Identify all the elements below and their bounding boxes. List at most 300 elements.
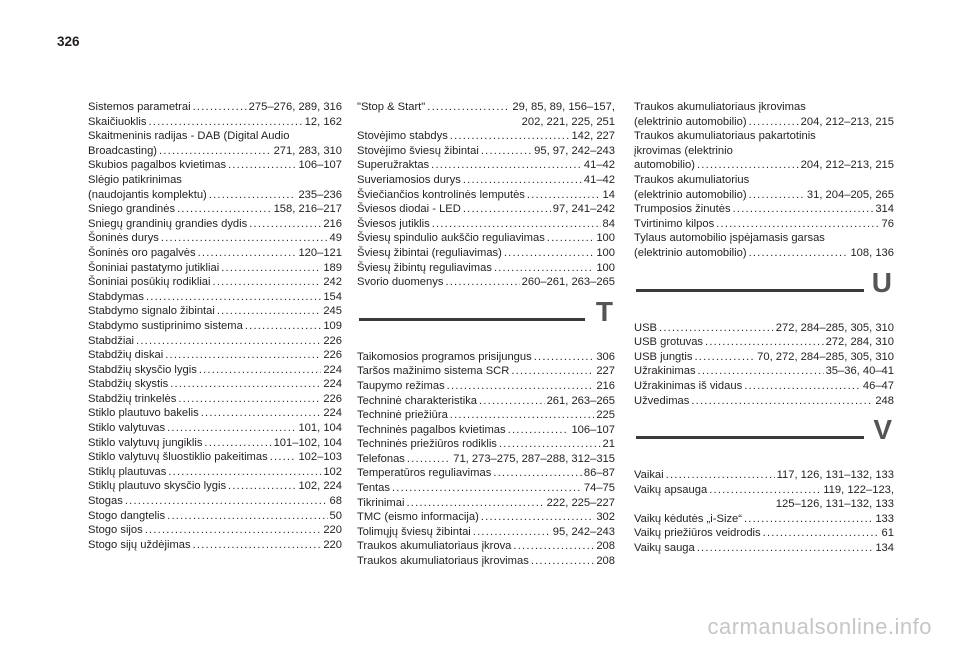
entry-term: Telefonas xyxy=(357,452,405,465)
dot-leader xyxy=(406,496,544,511)
entry-line xyxy=(634,541,894,556)
index-entry xyxy=(357,525,615,540)
entry-line xyxy=(357,496,615,511)
entry-text-line: Tylaus automobilio įspėjamasis garsas xyxy=(634,232,825,245)
dot-leader xyxy=(165,348,321,363)
index-entry xyxy=(357,217,615,232)
entry-line xyxy=(634,158,894,173)
index-list xyxy=(634,468,894,556)
index-entry xyxy=(357,173,615,188)
index-entry xyxy=(357,158,615,173)
index-entry xyxy=(634,379,894,394)
dot-leader xyxy=(199,363,322,378)
entry-pages: 271, 283, 310 xyxy=(273,144,342,157)
entry-line xyxy=(357,364,615,379)
entry-pages: 306 xyxy=(596,350,615,363)
entry-line xyxy=(357,481,615,496)
entry-pages: 46–47 xyxy=(862,379,894,392)
entry-pages: 222, 225–227 xyxy=(546,496,615,509)
entry-line xyxy=(88,246,342,261)
entry-pages: 76 xyxy=(881,217,894,230)
entry-term: Taikomosios programos prisijungus xyxy=(357,350,532,363)
entry-term: Skubios pagalbos kvietimas xyxy=(88,159,227,172)
dot-leader xyxy=(473,525,551,540)
dot-leader xyxy=(547,231,595,246)
index-entry xyxy=(357,129,615,144)
dot-leader xyxy=(228,479,296,494)
entry-term: Svorio duomenys xyxy=(357,276,444,289)
entry-pages: 102 xyxy=(323,465,342,478)
index-entry xyxy=(634,202,894,217)
section-letter: T xyxy=(595,295,613,327)
index-entry xyxy=(357,188,615,203)
index-entry xyxy=(88,377,342,392)
entry-pages: 245 xyxy=(323,305,342,318)
entry-pages: 14 xyxy=(602,188,615,201)
entry-pages: 71, 273–275, 287–288, 312–315 xyxy=(453,452,615,465)
entry-term: Užrakinimas iš vidaus xyxy=(634,379,743,392)
section-divider xyxy=(636,436,864,439)
entry-pages: 226 xyxy=(323,392,342,405)
dot-leader xyxy=(427,100,510,115)
index-entry xyxy=(88,129,342,158)
dot-leader xyxy=(125,494,328,509)
dot-leader xyxy=(145,523,322,538)
index-entry xyxy=(357,350,615,365)
entry-line xyxy=(88,261,342,276)
entry-pages: 216 xyxy=(323,217,342,230)
entry-line xyxy=(357,246,615,261)
entry-term: Stogo dangtelis xyxy=(88,509,166,522)
index-entry xyxy=(88,334,342,349)
entry-line xyxy=(357,423,615,438)
entry-text-line: Slėgio patikrinimas xyxy=(88,173,182,186)
entry-term: Stabdymo sustiprinimo sistema xyxy=(88,319,243,332)
dot-leader xyxy=(450,129,570,144)
index-entry xyxy=(634,231,894,260)
index-entry xyxy=(634,468,894,483)
dot-leader xyxy=(694,350,755,365)
entry-pages: 95, 97, 242–243 xyxy=(534,144,615,157)
index-column-1 xyxy=(88,100,342,552)
entry-term: Užvedimas xyxy=(634,394,690,407)
index-entry xyxy=(634,335,894,350)
dot-leader xyxy=(508,423,570,438)
dot-leader xyxy=(691,394,873,409)
entry-term: Šoniniai pastatymo jutikliai xyxy=(88,261,220,274)
entry-term: Stabdžių trinkelės xyxy=(88,392,177,405)
entry-line xyxy=(634,246,894,261)
entry-pages: 117, 126, 131–132, 133 xyxy=(776,469,894,482)
index-list xyxy=(357,100,615,290)
entry-line xyxy=(357,100,615,115)
entry-pages: 133 xyxy=(875,512,894,525)
entry-line xyxy=(88,494,342,509)
entry-pages: 216 xyxy=(596,379,615,392)
index-entry xyxy=(88,392,342,407)
index-entry xyxy=(357,408,615,423)
dot-leader xyxy=(666,468,775,483)
index-entry xyxy=(88,231,342,246)
section-header-v xyxy=(634,408,894,468)
entry-term: Stiklo valytuvas xyxy=(88,422,166,435)
entry-term: automobilio) xyxy=(634,159,695,172)
dot-leader xyxy=(749,188,805,203)
index-entry xyxy=(357,202,615,217)
index-entry xyxy=(357,246,615,261)
entry-term: Techninės priežiūros rodiklis xyxy=(357,438,497,451)
index-entry xyxy=(88,304,342,319)
dot-leader xyxy=(744,379,861,394)
entry-pages: 95, 242–243 xyxy=(552,525,615,538)
index-entry xyxy=(88,275,342,290)
entry-line xyxy=(88,304,342,319)
entry-term: Užrakinimas xyxy=(634,365,696,378)
dot-leader xyxy=(167,421,296,436)
index-entry xyxy=(634,364,894,379)
dot-leader xyxy=(217,304,321,319)
entry-term: (naudojantis komplektu) xyxy=(88,188,207,201)
entry-pages: 158, 216–217 xyxy=(273,203,342,216)
entry-term: Stabdžių diskai xyxy=(88,349,164,362)
entry-term: Šviesos jutiklis xyxy=(357,217,430,230)
entry-line xyxy=(357,510,615,525)
dot-leader xyxy=(270,450,297,465)
dot-leader xyxy=(177,202,271,217)
entry-term: Trumposios žinutės xyxy=(634,203,731,216)
dot-leader xyxy=(146,290,321,305)
entry-term: Tolimųjų šviesų žibintai xyxy=(357,525,471,538)
entry-pages: 50 xyxy=(329,509,342,522)
dot-leader xyxy=(392,481,582,496)
entry-pages: 208 xyxy=(596,540,615,553)
entry-pages: 41–42 xyxy=(583,173,615,186)
entry-pages: 29, 85, 89, 156–157, xyxy=(512,101,615,113)
entry-line xyxy=(88,377,342,392)
entry-term: Stiklų plautuvas xyxy=(88,465,167,478)
entry-term: Vaikų kėdutės „i-Size“ xyxy=(634,512,742,525)
index-entry xyxy=(357,539,615,554)
section-header-u xyxy=(634,261,894,321)
index-entry xyxy=(357,510,615,525)
entry-term: Traukos akumuliatoriaus įkrovimas xyxy=(357,555,529,568)
dot-leader xyxy=(733,202,874,217)
index-entry xyxy=(357,466,615,481)
dot-leader xyxy=(697,158,799,173)
section-header-t xyxy=(357,290,615,350)
dot-leader xyxy=(463,202,551,217)
entry-text-line: Traukos akumuliatorius xyxy=(634,173,750,186)
dot-leader xyxy=(716,217,879,232)
entry-term: Stiklų plautuvo skysčio lygis xyxy=(88,480,227,493)
entry-line xyxy=(88,100,342,115)
entry-term: Stogas xyxy=(88,495,123,508)
entry-pages: 70, 272, 284–285, 305, 310 xyxy=(757,350,894,363)
entry-term: Stiklo valytuvų jungiklis xyxy=(88,436,203,449)
dot-leader xyxy=(249,217,321,232)
entry-line xyxy=(634,202,894,217)
dot-leader xyxy=(504,246,594,261)
section-letter: U xyxy=(871,266,892,298)
entry-text-line: įkrovimas (elektrinio xyxy=(634,144,733,157)
entry-pages: 227 xyxy=(596,365,615,378)
dot-leader xyxy=(209,188,297,203)
entry-term: Tvirtinimo kilpos xyxy=(634,217,715,230)
entry-pages: 220 xyxy=(323,524,342,537)
dot-leader xyxy=(659,321,774,336)
entry-line xyxy=(88,275,342,290)
entry-term: Šviesos diodai - LED xyxy=(357,203,461,216)
entry-pages: 272, 284–285, 305, 310 xyxy=(775,321,894,334)
index-entry xyxy=(88,450,342,465)
entry-pages: 142, 227 xyxy=(571,130,615,143)
entry-line xyxy=(634,115,894,130)
entry-line xyxy=(88,348,342,363)
entry-line xyxy=(357,188,615,203)
entry-line xyxy=(88,436,342,451)
entry-pages: 102, 224 xyxy=(298,480,342,493)
entry-line xyxy=(357,525,615,540)
entry-term: Vaikų apsauga xyxy=(634,483,708,496)
page-number: 326 xyxy=(57,34,80,49)
entry-text-line: Traukos akumuliatoriaus įkrovimas xyxy=(634,101,806,113)
entry-pages: 100 xyxy=(596,246,615,259)
index-entry xyxy=(88,494,342,509)
entry-term: Techninės pagalbos kvietimas xyxy=(357,423,506,436)
entry-pages: 74–75 xyxy=(583,482,615,495)
entry-line xyxy=(357,158,615,173)
dot-leader xyxy=(201,406,322,421)
index-entry xyxy=(357,437,615,452)
entry-term: (elektrinio automobilio) xyxy=(634,115,747,128)
entry-line xyxy=(88,334,342,349)
entry-pages: 97, 241–242 xyxy=(552,203,615,216)
section-divider xyxy=(636,289,864,292)
entry-pages: 101, 104 xyxy=(298,422,342,435)
entry-term: Superužraktas xyxy=(357,159,430,172)
entry-pages: 49 xyxy=(329,232,342,245)
entry-term: Stogo sijos xyxy=(88,524,143,537)
entry-pages: 21 xyxy=(602,438,615,451)
dot-leader xyxy=(763,526,880,541)
entry-term: Šoninės durys xyxy=(88,232,159,245)
entry-line xyxy=(634,335,894,350)
entry-pages: 120–121 xyxy=(298,246,342,259)
entry-term: Šoniniai posūkių rodikliai xyxy=(88,276,211,289)
entry-line xyxy=(357,350,615,365)
entry-pages: 261, 263–265 xyxy=(546,394,615,407)
dot-leader xyxy=(499,437,601,452)
watermark: carmanualsonline.info xyxy=(707,614,932,639)
entry-line xyxy=(357,437,615,452)
dot-leader xyxy=(213,275,322,290)
entry-pages: 68 xyxy=(329,495,342,508)
entry-term: Temperatūros reguliavimas xyxy=(357,467,492,480)
entry-pages: 224 xyxy=(323,407,342,420)
index-entry xyxy=(634,394,894,409)
index-entry xyxy=(88,523,342,538)
index-entry xyxy=(88,363,342,378)
index-list xyxy=(357,350,615,569)
entry-pages: 31, 204–205, 265 xyxy=(806,188,894,201)
index-entry xyxy=(357,275,615,290)
index-entry xyxy=(88,261,342,276)
entry-pages: 314 xyxy=(875,203,894,216)
entry-text-line: Traukos akumuliatoriaus pakartotinis xyxy=(634,130,816,143)
index-list xyxy=(634,100,894,261)
dot-leader xyxy=(450,408,595,423)
index-entry xyxy=(634,321,894,336)
entry-term: Šoninės oro pagalvės xyxy=(88,246,196,259)
index-entry xyxy=(634,483,894,512)
index-entry xyxy=(88,421,342,436)
index-entry xyxy=(88,246,342,261)
entry-line xyxy=(357,129,615,144)
dot-leader xyxy=(148,115,302,130)
index-entry xyxy=(357,423,615,438)
entry-line xyxy=(88,202,342,217)
entry-term: Stabdymas xyxy=(88,290,144,303)
entry-pages: 35–36, 40–41 xyxy=(825,365,894,378)
entry-pages: 220 xyxy=(323,538,342,551)
entry-line xyxy=(634,394,894,409)
index-entry xyxy=(634,526,894,541)
entry-pages: 102–103 xyxy=(298,451,342,464)
entry-pages: 108, 136 xyxy=(850,246,894,259)
entry-term: Traukos akumuliatoriaus įkrova xyxy=(357,540,512,553)
entry-line xyxy=(634,526,894,541)
entry-pages: 248 xyxy=(875,394,894,407)
entry-line xyxy=(88,450,342,465)
entry-line xyxy=(88,465,342,480)
index-entry xyxy=(357,379,615,394)
entry-term: Sistemos parametrai xyxy=(88,101,191,113)
index-entry xyxy=(88,465,342,480)
dot-leader xyxy=(479,394,545,409)
dot-leader xyxy=(744,512,873,527)
index-entry xyxy=(357,496,615,511)
entry-line xyxy=(357,275,615,290)
index-entry xyxy=(88,436,342,451)
dot-leader xyxy=(198,246,297,261)
dot-leader xyxy=(698,364,824,379)
index-entry xyxy=(634,350,894,365)
entry-pages: 224 xyxy=(323,378,342,391)
entry-line xyxy=(357,173,615,188)
index-entry xyxy=(88,202,342,217)
index-entry xyxy=(88,217,342,232)
entry-term: Vaikų sauga xyxy=(634,542,695,555)
dot-leader xyxy=(167,509,327,524)
dot-leader xyxy=(159,144,272,159)
entry-pages: 154 xyxy=(323,290,342,303)
entry-line xyxy=(357,231,615,246)
entry-line xyxy=(88,158,342,173)
entry-pages: 106–107 xyxy=(571,423,615,436)
entry-term: Stogo sijų uždėjimas xyxy=(88,538,191,551)
entry-pages: 242 xyxy=(323,276,342,289)
entry-line xyxy=(634,364,894,379)
entry-line xyxy=(88,217,342,232)
dot-leader xyxy=(432,217,601,232)
dot-leader xyxy=(481,144,532,159)
entry-line xyxy=(634,217,894,232)
entry-term: Broadcasting) xyxy=(88,144,158,157)
index-list xyxy=(634,321,894,409)
entry-term: Stabdžių skysčio lygis xyxy=(88,363,197,376)
entry-pages: 100 xyxy=(596,261,615,274)
index-list xyxy=(88,100,342,552)
entry-line xyxy=(88,231,342,246)
entry-pages: 275–276, 289, 316 xyxy=(248,101,342,113)
entry-pages: 86–87 xyxy=(583,467,615,480)
dot-leader xyxy=(221,261,321,276)
entry-term: "Stop & Start" xyxy=(357,101,426,113)
entry-term: Tikrinimai xyxy=(357,496,405,509)
entry-pages: 204, 212–213, 215 xyxy=(800,159,894,172)
entry-line xyxy=(88,319,342,334)
section-letter: V xyxy=(873,414,892,446)
entry-term: Stabdymo signalo žibintai xyxy=(88,305,215,318)
dot-leader xyxy=(193,538,322,553)
entry-term: Sniego grandinės xyxy=(88,203,176,216)
entry-pages-continued: 202, 221, 225, 251 xyxy=(521,115,615,128)
entry-term: Techninė charakteristika xyxy=(357,394,478,407)
entry-term: Taršos mažinimo sistema SCR xyxy=(357,365,510,378)
entry-pages: 224 xyxy=(323,363,342,376)
entry-pages: 189 xyxy=(323,261,342,274)
dot-leader xyxy=(178,392,321,407)
entry-term: Techninė priežiūra xyxy=(357,409,448,422)
entry-line xyxy=(88,538,342,553)
index-entry xyxy=(88,319,342,334)
entry-term: Stiklo plautuvo bakelis xyxy=(88,407,199,420)
dot-leader xyxy=(531,554,595,569)
index-entry xyxy=(88,509,342,524)
dot-leader xyxy=(749,115,799,130)
entry-term: (elektrinio automobilio) xyxy=(634,188,747,201)
entry-line xyxy=(88,421,342,436)
entry-line xyxy=(634,350,894,365)
index-entry xyxy=(357,452,615,467)
entry-line xyxy=(357,554,615,569)
dot-leader xyxy=(245,319,322,334)
index-entry xyxy=(357,144,615,159)
index-entry xyxy=(88,173,342,202)
entry-line xyxy=(634,321,894,336)
entry-line xyxy=(88,509,342,524)
dot-leader xyxy=(709,483,821,498)
dot-leader xyxy=(534,350,595,365)
entry-pages: 204, 212–213, 215 xyxy=(800,115,894,128)
dot-leader xyxy=(705,335,824,350)
dot-leader xyxy=(697,541,874,556)
dot-leader xyxy=(136,334,321,349)
dot-leader xyxy=(493,466,582,481)
index-entry xyxy=(357,481,615,496)
entry-line xyxy=(357,379,615,394)
entry-line xyxy=(357,466,615,481)
index-entry xyxy=(88,479,342,494)
dot-leader xyxy=(481,510,594,525)
entry-pages: 109 xyxy=(323,319,342,332)
entry-term: Stabdžių skystis xyxy=(88,378,169,391)
entry-line xyxy=(88,479,342,494)
entry-line xyxy=(88,290,342,305)
entry-term: Stovėjimo šviesų žibintai xyxy=(357,144,479,157)
entry-term: Tentas xyxy=(357,482,390,495)
entry-term: Šviesų žibintų reguliavimas xyxy=(357,261,492,274)
